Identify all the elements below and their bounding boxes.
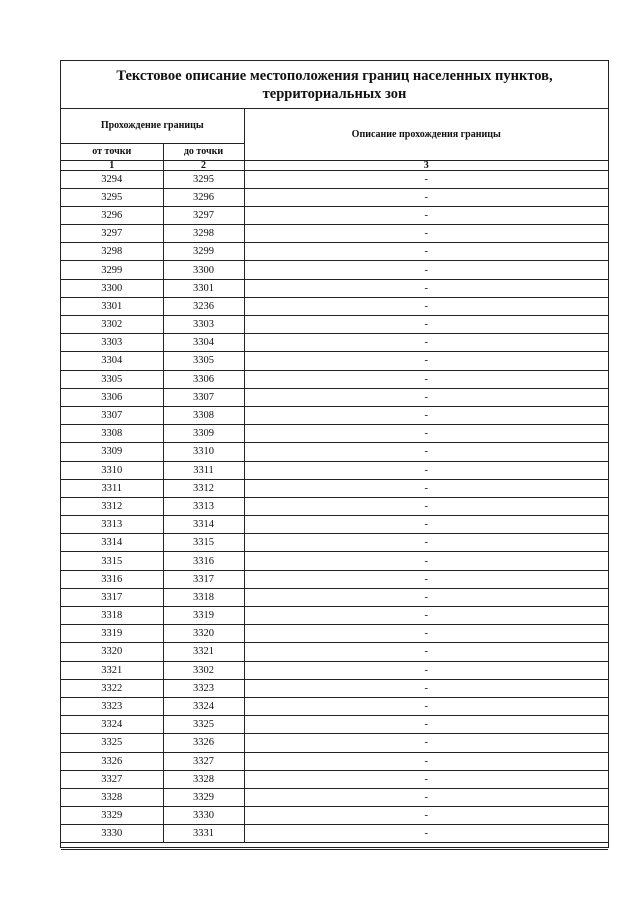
cell-description: - [244,661,608,679]
cell-to-point: 3307 [163,388,244,406]
table-row [61,243,608,261]
cell-description: - [244,206,608,224]
cell-from-point: 3315 [61,552,163,570]
cell-to-point: 3327 [163,752,244,770]
header-boundary-passage: Прохождение границы [61,109,244,143]
table-row [61,206,608,224]
cell-description: - [244,261,608,279]
table-row [61,825,608,843]
document-title [61,61,608,109]
cell-from-point: 3296 [61,206,163,224]
table-row [61,297,608,315]
cell-description: - [244,316,608,334]
cell-from-point: 3303 [61,334,163,352]
cell-from-point: 3312 [61,497,163,515]
cell-from-point: 3308 [61,425,163,443]
cell-from-point: 3319 [61,625,163,643]
cell-to-point: 3328 [163,770,244,788]
table-row [61,334,608,352]
cell-description: - [244,570,608,588]
table-row [61,697,608,715]
cell-from-point: 3311 [61,479,163,497]
cell-description: - [244,188,608,206]
cell-to-point: 3314 [163,516,244,534]
header-description: Описание прохождения границы [244,109,608,160]
cell-to-point: 3330 [163,807,244,825]
title-line-2: территориальных зон [262,85,407,102]
title-line-1: Текстовое описание местоположения границ населенных пунктов, [116,67,553,84]
cell-description: - [244,607,608,625]
cell-description: - [244,643,608,661]
cell-from-point: 3327 [61,770,163,788]
cell-description: - [244,752,608,770]
cell-to-point: 3311 [163,461,244,479]
table-row [61,425,608,443]
cell-from-point: 3306 [61,388,163,406]
table-row [61,279,608,297]
cell-from-point: 3298 [61,243,163,261]
cell-to-point: 3315 [163,534,244,552]
cell-to-point: 3318 [163,588,244,606]
cell-from-point: 3309 [61,443,163,461]
table-row [61,570,608,588]
cell-to-point: 3321 [163,643,244,661]
bottom-rule [61,849,608,850]
cell-description: - [244,461,608,479]
table-row [61,661,608,679]
cell-description: - [244,552,608,570]
table-body [61,170,608,843]
cell-from-point: 3322 [61,679,163,697]
document-frame [60,60,609,848]
cell-from-point: 3313 [61,516,163,534]
cell-from-point: 3299 [61,261,163,279]
cell-to-point: 3303 [163,316,244,334]
cell-description: - [244,443,608,461]
table-row [61,370,608,388]
cell-to-point: 3301 [163,279,244,297]
table-row [61,170,608,188]
cell-from-point: 3330 [61,825,163,843]
table-row [61,479,608,497]
table-row [61,443,608,461]
cell-description: - [244,534,608,552]
cell-description: - [244,388,608,406]
table-row [61,188,608,206]
cell-to-point: 3306 [163,370,244,388]
cell-description: - [244,788,608,806]
cell-to-point: 3304 [163,334,244,352]
cell-description: - [244,225,608,243]
cell-description: - [244,679,608,697]
header-to-point: до точки [163,143,244,160]
cell-to-point: 3320 [163,625,244,643]
cell-to-point: 3331 [163,825,244,843]
table-header [61,109,608,170]
cell-description: - [244,352,608,370]
table-row [61,588,608,606]
cell-from-point: 3304 [61,352,163,370]
cell-to-point: 3319 [163,607,244,625]
cell-description: - [244,406,608,424]
cell-from-point: 3325 [61,734,163,752]
cell-to-point: 3305 [163,352,244,370]
cell-from-point: 3318 [61,607,163,625]
cell-from-point: 3323 [61,697,163,715]
cell-to-point: 3310 [163,443,244,461]
table-row [61,716,608,734]
cell-to-point: 3295 [163,170,244,188]
table-row [61,734,608,752]
boundary-table [61,109,608,843]
cell-to-point: 3329 [163,788,244,806]
cell-from-point: 3310 [61,461,163,479]
cell-from-point: 3314 [61,534,163,552]
cell-to-point: 3298 [163,225,244,243]
cell-description: - [244,497,608,515]
cell-description: - [244,734,608,752]
header-col-2: 2 [163,160,244,170]
cell-to-point: 3309 [163,425,244,443]
cell-to-point: 3236 [163,297,244,315]
cell-to-point: 3324 [163,697,244,715]
cell-description: - [244,516,608,534]
table-row [61,752,608,770]
table-row [61,225,608,243]
cell-description: - [244,697,608,715]
table-row [61,316,608,334]
header-from-point: от точки [61,143,163,160]
cell-description: - [244,588,608,606]
cell-from-point: 3305 [61,370,163,388]
header-col-1: 1 [61,160,163,170]
cell-from-point: 3320 [61,643,163,661]
cell-description: - [244,825,608,843]
cell-from-point: 3328 [61,788,163,806]
cell-from-point: 3294 [61,170,163,188]
table-row [61,461,608,479]
cell-to-point: 3299 [163,243,244,261]
cell-description: - [244,243,608,261]
cell-from-point: 3300 [61,279,163,297]
cell-from-point: 3324 [61,716,163,734]
cell-description: - [244,479,608,497]
cell-from-point: 3301 [61,297,163,315]
cell-to-point: 3326 [163,734,244,752]
table-row [61,497,608,515]
cell-to-point: 3325 [163,716,244,734]
cell-to-point: 3308 [163,406,244,424]
cell-to-point: 3300 [163,261,244,279]
cell-from-point: 3295 [61,188,163,206]
cell-to-point: 3312 [163,479,244,497]
table-row [61,261,608,279]
cell-description: - [244,297,608,315]
cell-description: - [244,625,608,643]
cell-description: - [244,170,608,188]
cell-from-point: 3297 [61,225,163,243]
table-row [61,516,608,534]
table-row [61,406,608,424]
cell-from-point: 3316 [61,570,163,588]
cell-to-point: 3316 [163,552,244,570]
table-row [61,770,608,788]
cell-from-point: 3326 [61,752,163,770]
table-row [61,607,608,625]
cell-description: - [244,716,608,734]
cell-from-point: 3321 [61,661,163,679]
table-row [61,352,608,370]
cell-to-point: 3296 [163,188,244,206]
cell-description: - [244,425,608,443]
table-row [61,625,608,643]
cell-from-point: 3302 [61,316,163,334]
cell-description: - [244,807,608,825]
cell-description: - [244,279,608,297]
cell-to-point: 3323 [163,679,244,697]
cell-from-point: 3329 [61,807,163,825]
table-row [61,552,608,570]
header-col-3: 3 [244,160,608,170]
table-row [61,643,608,661]
table-row [61,788,608,806]
cell-from-point: 3317 [61,588,163,606]
table-row [61,534,608,552]
cell-to-point: 3297 [163,206,244,224]
table-row [61,388,608,406]
cell-from-point: 3307 [61,406,163,424]
cell-description: - [244,770,608,788]
cell-to-point: 3302 [163,661,244,679]
cell-to-point: 3317 [163,570,244,588]
cell-to-point: 3313 [163,497,244,515]
cell-description: - [244,370,608,388]
cell-description: - [244,334,608,352]
table-row [61,679,608,697]
table-row [61,807,608,825]
